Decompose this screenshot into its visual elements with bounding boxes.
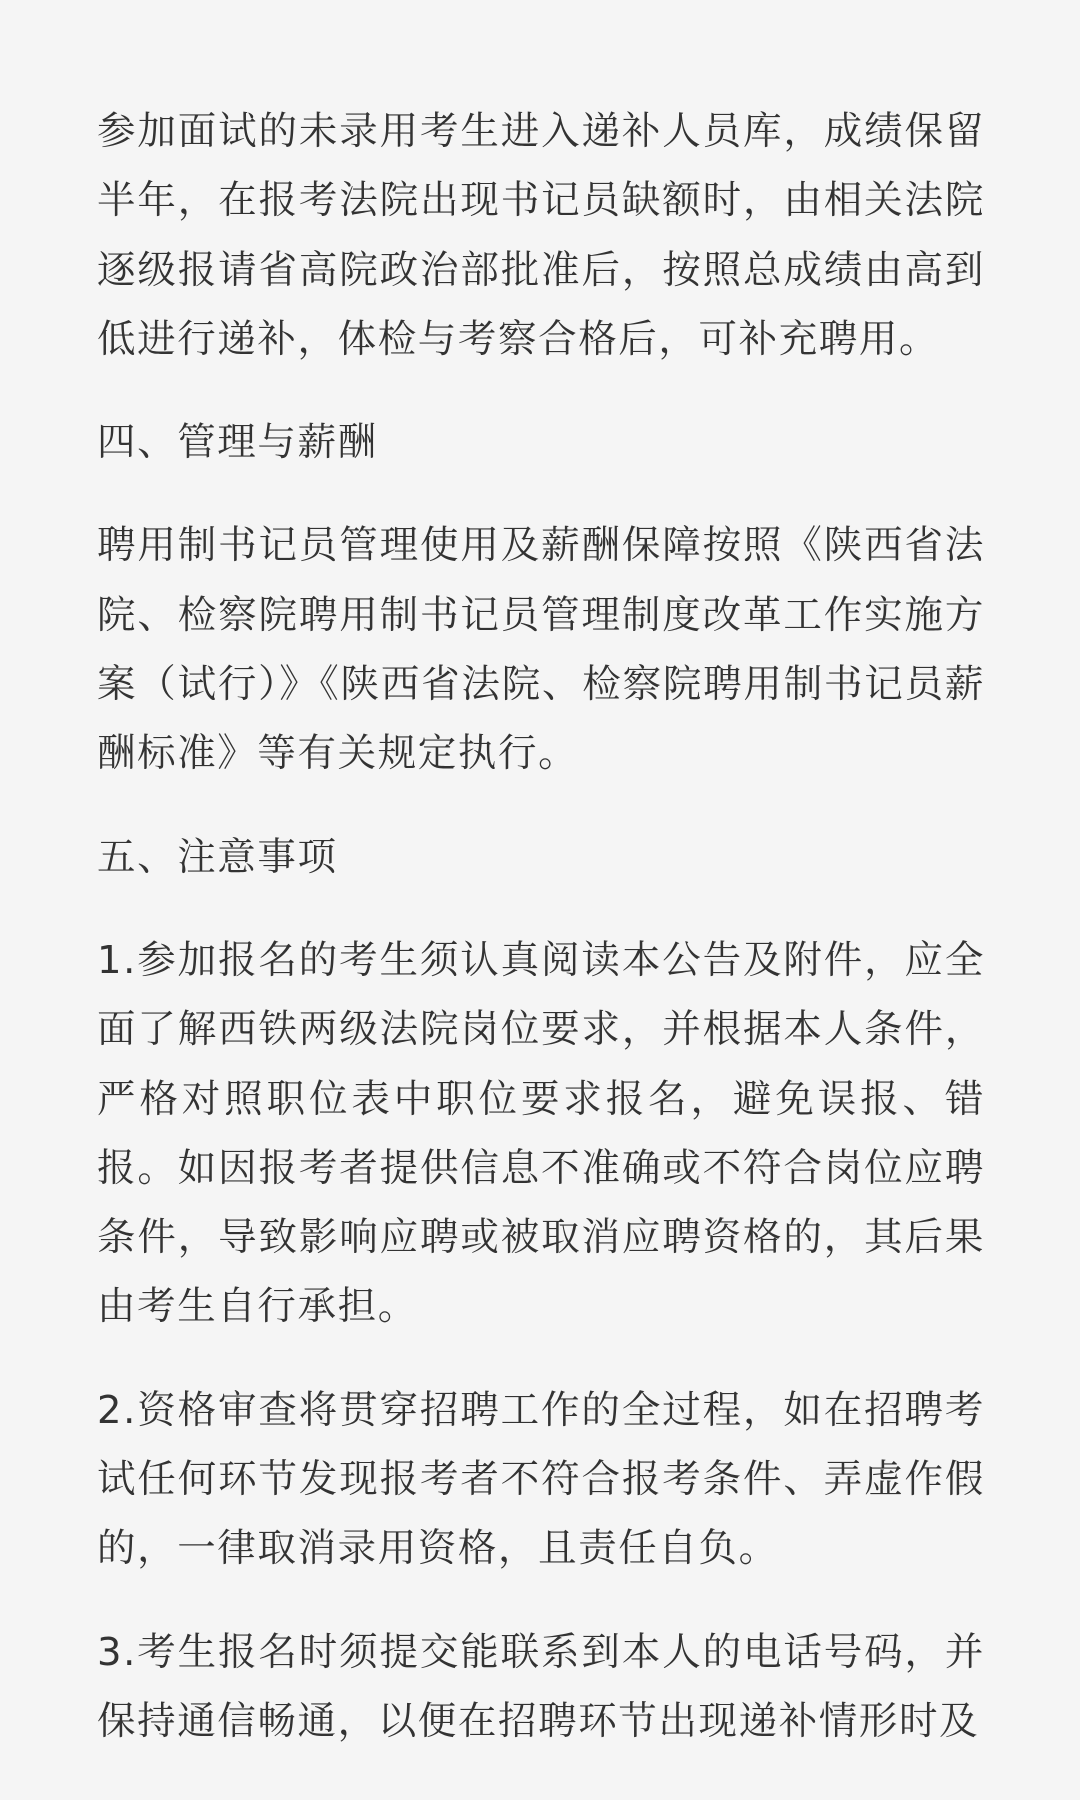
paragraph-management-salary: 聘用制书记员管理使用及薪酬保障按照《陕西省法院、检察院聘用制书记员管理制度改革工作实施方案（试行）》《陕西省法院、检察院聘用制书记员薪酬标准》等有关规定执行。 bbox=[97, 523, 985, 777]
list-item-note-2: 2.资格审查将贯穿招聘工作的全过程，如在招聘考试任何环节发现报考者不符合报考条件、弄虚作假的，一律取消录用资格，且责任自负。 bbox=[97, 1387, 985, 1572]
paragraph-supplementary-recruitment: 参加面试的未录用考生进入递补人员库，成绩保留半年，在报考法院出现书记员缺额时，由相关法院逐级报请省高院政治部批准后，按照总成绩由高到低进行递补，体检与考察合格后，可补充聘用。 bbox=[97, 109, 985, 362]
list-item-note-3: 3.考生报名时须提交能联系到本人的电话号码，并保持通信畅通，以便在招聘环节出现递补情形时及 bbox=[97, 1629, 985, 1744]
list-item-note-1: 1.参加报名的考生须认真阅读本公告及附件，应全面了解西铁两级法院岗位要求，并根据本人条件，严格对照职位表中职位要求报名，避免误报、错报。如因报考者提供信息不准确或不符合岗位应聘条件，导致影响应聘或被取消应聘资格的，其后果由考生自行承担。 bbox=[97, 937, 985, 1330]
section-heading-notes: 五、注意事项 bbox=[97, 834, 338, 880]
section-heading-management-salary: 四、管理与薪酬 bbox=[97, 420, 378, 466]
